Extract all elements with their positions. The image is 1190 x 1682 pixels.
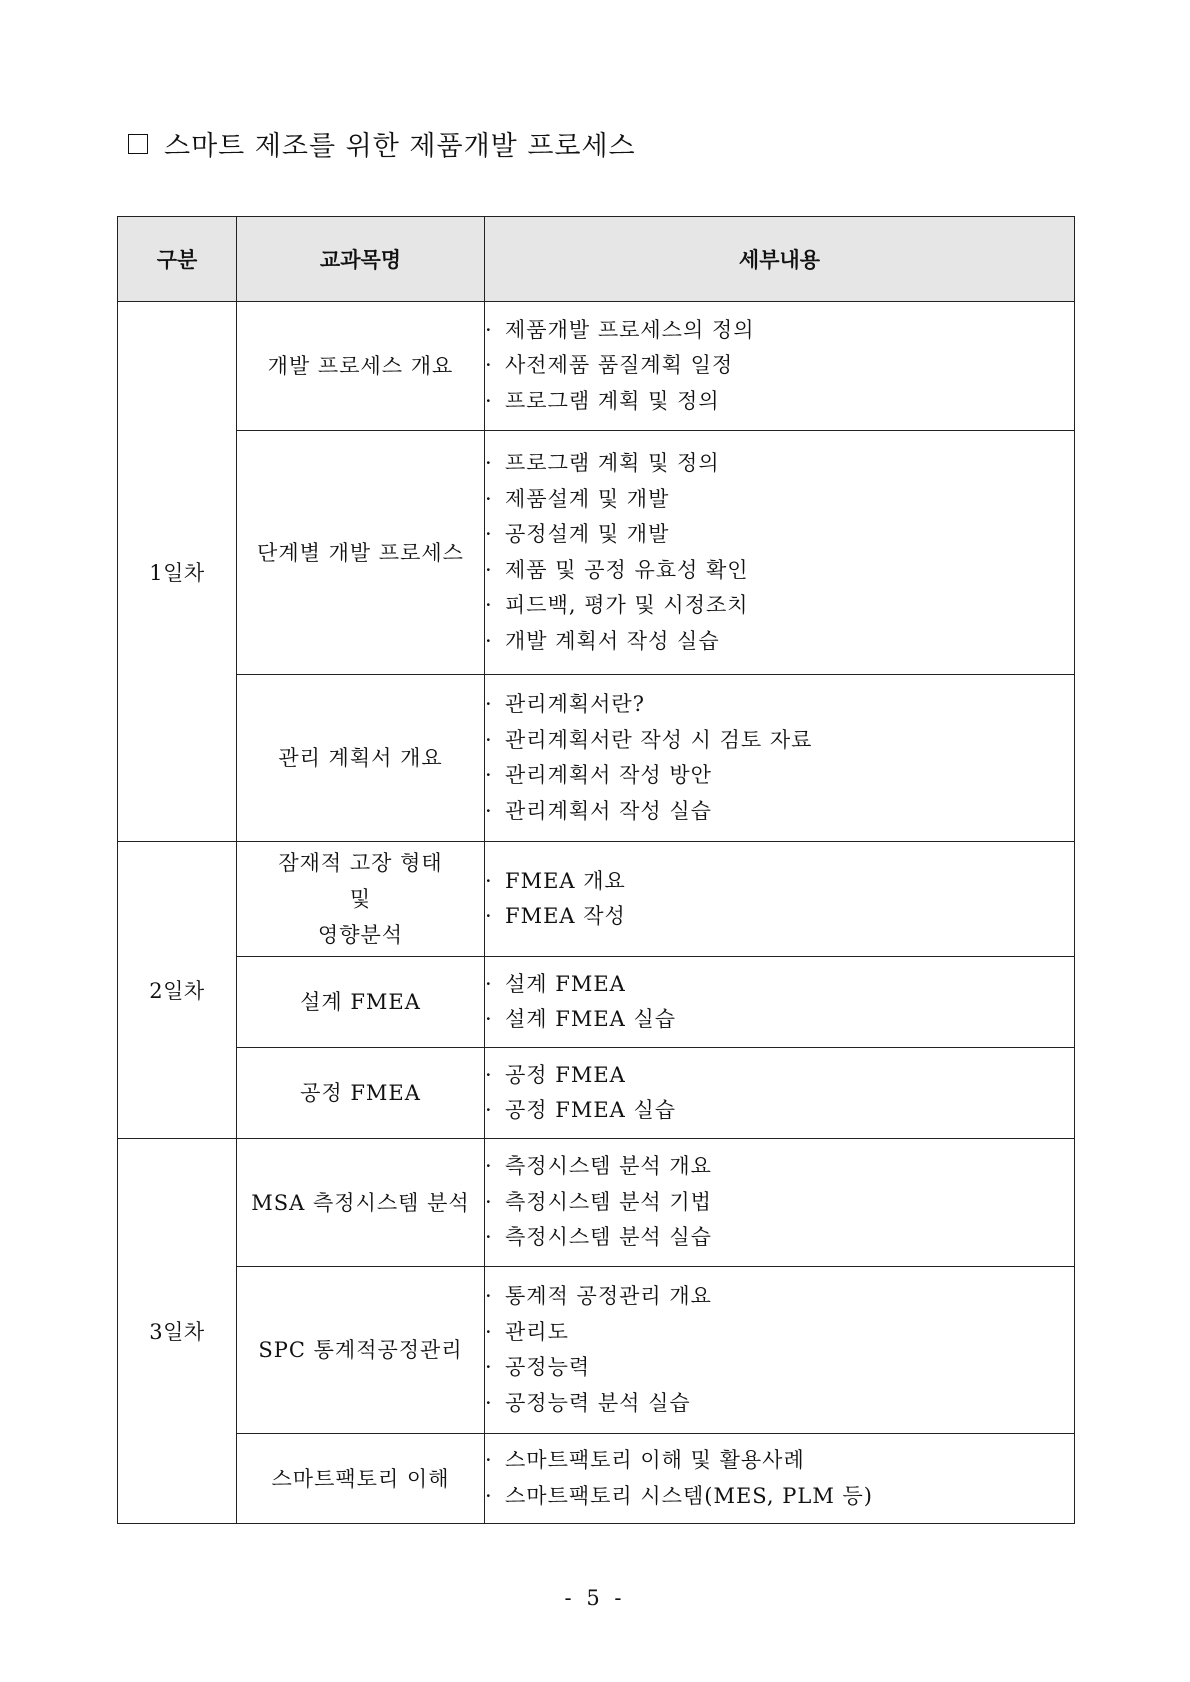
details-cell <box>485 675 1075 842</box>
list-item: · 개발 계획서 작성 실습 <box>485 624 1074 660</box>
subject-cell: 공정 FMEA <box>237 1048 485 1139</box>
table-row <box>118 1434 1075 1524</box>
list-item: · 측정시스템 분석 기법 <box>485 1185 1074 1221</box>
details-list <box>485 864 1074 935</box>
list-item: · 관리계획서 작성 실습 <box>485 794 1074 830</box>
subject-cell: MSA 측정시스템 분석 <box>237 1139 485 1267</box>
checkbox-square-icon <box>128 134 148 154</box>
subject-cell: 단계별 개발 프로세스 <box>237 431 485 675</box>
document-title-text: 스마트 제조를 위한 제품개발 프로세스 <box>164 131 636 162</box>
details-cell <box>485 1434 1075 1524</box>
list-item: · 통계적 공정관리 개요 <box>485 1279 1074 1315</box>
details-cell <box>485 1267 1075 1434</box>
list-item: · 공정 FMEA <box>485 1058 1074 1094</box>
day-label-2: 2일차 <box>118 842 237 1139</box>
list-item: · 사전제품 품질계획 일정 <box>485 348 1074 384</box>
list-item: · FMEA 개요 <box>485 864 1074 900</box>
list-item: · 관리계획서란 작성 시 검토 자료 <box>485 723 1074 759</box>
list-item: · 관리도 <box>485 1315 1074 1351</box>
list-item: · 측정시스템 분석 개요 <box>485 1149 1074 1185</box>
table-row <box>118 1267 1075 1434</box>
table-row <box>118 302 1075 431</box>
subject-cell: 관리 계획서 개요 <box>237 675 485 842</box>
details-cell <box>485 957 1075 1048</box>
details-list <box>485 1149 1074 1256</box>
list-item: · 제품 및 공정 유효성 확인 <box>485 553 1074 589</box>
subject-cell <box>237 842 485 957</box>
list-item: · 제품개발 프로세스의 정의 <box>485 313 1074 349</box>
list-item: · 스마트팩토리 이해 및 활용사례 <box>485 1443 1074 1479</box>
list-item: · 관리계획서 작성 방안 <box>485 758 1074 794</box>
list-item: · 측정시스템 분석 실습 <box>485 1220 1074 1256</box>
table-row <box>118 431 1075 675</box>
table-row <box>118 675 1075 842</box>
header-subject: 교과목명 <box>237 217 485 302</box>
details-list <box>485 687 1074 829</box>
details-list <box>485 1279 1074 1421</box>
table-row <box>118 842 1075 957</box>
details-list <box>485 313 1074 420</box>
list-item: · 제품설계 및 개발 <box>485 482 1074 518</box>
list-item: · 공정능력 분석 실습 <box>485 1386 1074 1422</box>
list-item: · FMEA 작성 <box>485 899 1074 935</box>
subject-cell: 개발 프로세스 개요 <box>237 302 485 431</box>
list-item: · 공정설계 및 개발 <box>485 517 1074 553</box>
details-list <box>485 967 1074 1038</box>
list-item: · 설계 FMEA 실습 <box>485 1002 1074 1038</box>
details-list <box>485 446 1074 659</box>
details-cell <box>485 302 1075 431</box>
table-row <box>118 1139 1075 1267</box>
details-list <box>485 1443 1074 1514</box>
subject-line: 잠재적 고장 형태 <box>278 851 443 875</box>
subject-line: 영향분석 <box>317 923 404 947</box>
day-label-3: 3일차 <box>118 1139 237 1524</box>
list-item: · 공정능력 <box>485 1350 1074 1386</box>
page-number: - 5 - <box>564 1586 626 1610</box>
details-list <box>485 1058 1074 1129</box>
details-cell <box>485 842 1075 957</box>
subject-cell: SPC 통계적공정관리 <box>237 1267 485 1434</box>
list-item: · 프로그램 계획 및 정의 <box>485 446 1074 482</box>
list-item: · 관리계획서란? <box>485 687 1074 723</box>
table-header-row <box>118 217 1075 302</box>
list-item: · 스마트팩토리 시스템(MES, PLM 등) <box>485 1479 1074 1515</box>
table-row <box>118 1048 1075 1139</box>
details-cell <box>485 1139 1075 1267</box>
list-item: · 공정 FMEA 실습 <box>485 1093 1074 1129</box>
list-item: · 피드백, 평가 및 시정조치 <box>485 588 1074 624</box>
list-item: · 설계 FMEA <box>485 967 1074 1003</box>
list-item: · 프로그램 계획 및 정의 <box>485 384 1074 420</box>
header-details: 세부내용 <box>485 217 1075 302</box>
header-division: 구분 <box>118 217 237 302</box>
table-row <box>118 957 1075 1048</box>
details-cell <box>485 1048 1075 1139</box>
subject-line: 및 <box>349 887 372 911</box>
details-cell <box>485 431 1075 675</box>
day-label-1: 1일차 <box>118 302 237 842</box>
subject-cell: 설계 FMEA <box>237 957 485 1048</box>
curriculum-table <box>117 216 1075 1524</box>
document-title <box>128 124 636 163</box>
subject-cell: 스마트팩토리 이해 <box>237 1434 485 1524</box>
